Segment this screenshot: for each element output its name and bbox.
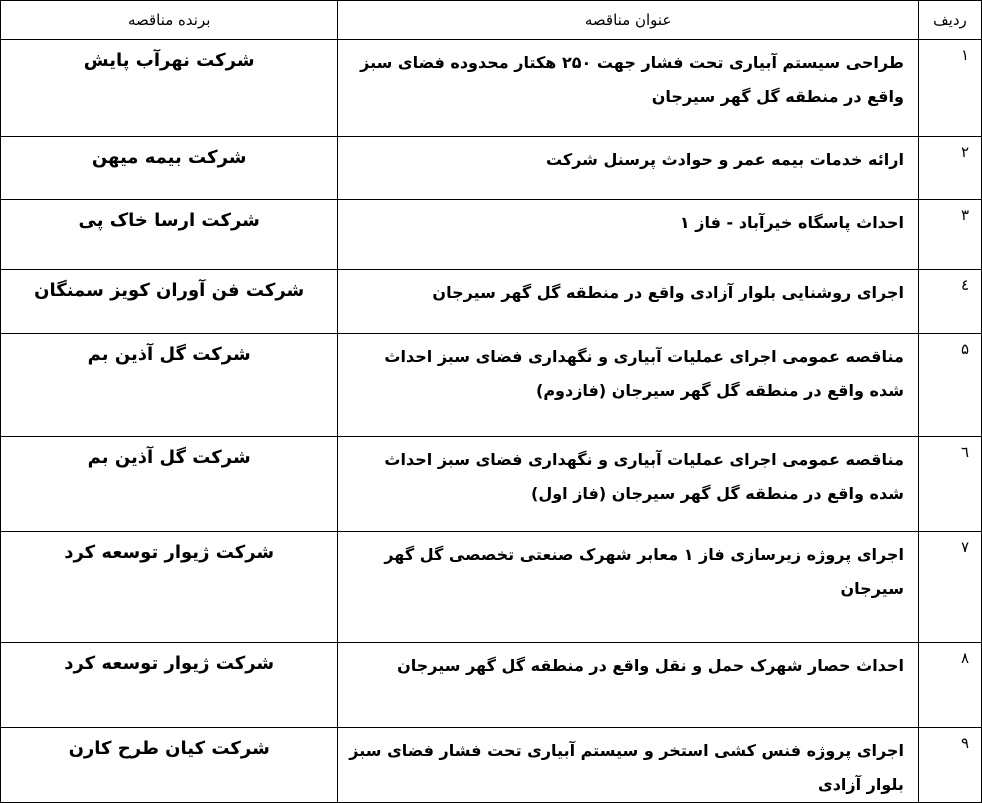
row-winner: شرکت نهرآب پایش [1,40,338,137]
row-title: احداث حصار شهرک حمل و نقل واقع در منطقه گل گهر سیرجان [338,643,919,728]
row-title: ارائه خدمات بیمه عمر و حوادث پرسنل شرکت [338,137,919,200]
row-winner: شرکت فن آوران کویز سمنگان [1,270,338,334]
row-title: احداث پاسگاه خیرآباد - فاز ۱ [338,200,919,270]
row-winner: شرکت بیمه میهن [1,137,338,200]
row-title: اجرای روشنایی بلوار آزادی واقع در منطقه گل گهر سیرجان [338,270,919,334]
table-row [1,532,982,643]
row-winner: شرکت گل آذین بم [1,334,338,437]
table-row [1,40,982,137]
row-index: ۱ [918,40,981,137]
header-row [1,1,982,40]
row-index: ۷ [918,532,981,643]
row-index: ۵ [918,334,981,437]
row-title: مناقصه عمومی اجرای عملیات آبیاری و نگهداری فضای سبز احداث شده واقع در منطقه گل گهر سیرجان (فازدوم) [338,334,919,437]
row-index: ٦ [918,437,981,532]
row-title: اجرای پروژه فنس کشی استخر و سیستم آبیاری تحت فشار فضای سبز بلوار آزادی [338,728,919,803]
table-row [1,270,982,334]
table-row [1,437,982,532]
table-row [1,728,982,803]
row-winner: شرکت ژیوار توسعه کرد [1,643,338,728]
row-winner: شرکت ارسا خاک پی [1,200,338,270]
row-index: ۸ [918,643,981,728]
row-title: طراحی سیستم آبیاری تحت فشار جهت ۲۵۰ هکتار محدوده فضای سبز واقع در منطقه گل گهر سیرجان [338,40,919,137]
row-winner: شرکت کیان طرح کارن [1,728,338,803]
header-winner: برنده مناقصه [1,1,338,40]
row-index: ۳ [918,200,981,270]
row-winner: شرکت گل آذین بم [1,437,338,532]
row-winner: شرکت ژیوار توسعه کرد [1,532,338,643]
table-row [1,200,982,270]
row-index: ۹ [918,728,981,803]
header-index: ردیف [918,1,981,40]
table-row [1,137,982,200]
header-title: عنوان مناقصه [338,1,919,40]
table-row [1,643,982,728]
row-title: مناقصه عمومی اجرای عملیات آبیاری و نگهداری فضای سبز احداث شده واقع در منطقه گل گهر سیرجان (فاز اول) [338,437,919,532]
table-row [1,334,982,437]
row-index: ۲ [918,137,981,200]
row-title: اجرای پروژه زیرسازی فاز ۱ معابر شهرک صنعتی تخصصی گل گهر سیرجان [338,532,919,643]
row-index: ٤ [918,270,981,334]
